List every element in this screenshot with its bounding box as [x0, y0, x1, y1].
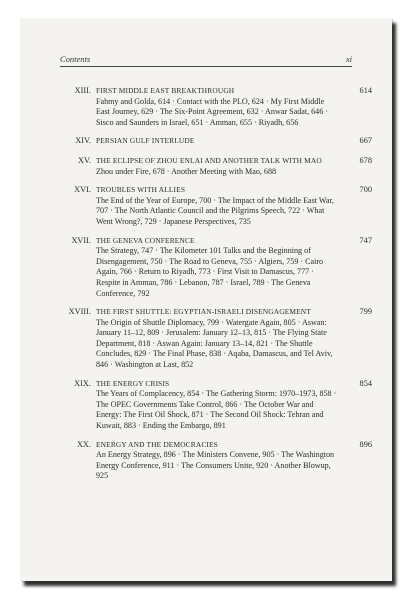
chapter-sections: The Origin of Shuttle Diplomacy, 799 · Watergate Again, 805 · Aswan: January 11–12, 809 · Jerusalem: January 12–13, 815 · The Flying State Department, 818 · Aswan Again: January 13–14, 821 · The Shuttle Concludes, 829 · The Final Phase, 838 · Aqaba, Damascus, and Tel Aviv, 846 · Washington at Last, 852 [96, 317, 333, 370]
chapter-entry [60, 307, 372, 371]
chapter-number: XIX. [74, 378, 91, 388]
chapter-page: 854 [359, 378, 372, 388]
chapter-page: 667 [359, 136, 372, 146]
chapter-page: 614 [359, 86, 372, 95]
chapter-entry [60, 185, 372, 227]
chapter-sections: The Strategy, 747 · The Kilometer 101 Talks and the Beginning of Disengagement, 750 · The Road to Geneva, 755 · Algiers, 759 · Cairo Again, 766 · Return to Riyadh, 773 · First Visit to Damascus, 777 · Respite in Amman, 786 · Lebanon, 787 · Israel, 789 · The Geneva Conference, 792 [96, 246, 324, 298]
chapter-sections: Fahmy and Golda, 614 · Contact with the PLO, 624 · My First Middle East Journey, 629 · The Six-Point Agreement, 632 · Anwar Sadat, 646 · Sisco and Saunders in Israel, 651 · Amman, 655 · Riyadh, 656 [96, 96, 328, 127]
chapter-entry [60, 236, 372, 300]
chapter-entry [60, 379, 372, 432]
chapter-page: 678 [359, 155, 372, 165]
chapter-title: THE GENEVA CONFERENCE [96, 235, 195, 245]
chapter-entry [60, 440, 372, 482]
chapter-title: ENERGY AND THE DEMOCRACIES [96, 439, 218, 449]
chapter-entry [60, 136, 372, 147]
chapter-number: XVI. [74, 185, 91, 195]
chapter-sections: Zhou under Fire, 678 · Another Meeting with Mao, 688 [96, 166, 277, 176]
book-page [20, 18, 392, 581]
chapter-page: 700 [359, 185, 372, 195]
chapter-title: THE ENERGY CRISIS [96, 378, 170, 388]
chapter-title: TROUBLES WITH ALLIES [96, 185, 186, 195]
chapter-number: XIII. [74, 86, 91, 95]
chapter-page: 896 [359, 439, 372, 449]
chapter-number: XVII. [71, 235, 91, 245]
chapter-title: PERSIAN GULF INTERLUDE [96, 136, 195, 146]
chapter-entry [60, 156, 372, 177]
chapter-page: 799 [359, 307, 372, 317]
chapter-number: XVIII. [68, 307, 91, 317]
running-header-title: Contents [60, 54, 91, 64]
contents-list [60, 86, 372, 490]
page-number-roman: xi [345, 54, 352, 64]
chapter-sections: The Years of Complacency, 854 · The Gathering Storm: 1970–1973, 858 · The OPEC Governments Take Control, 866 · The October War and Energy: The First Oil Shock, 871 · The Second Oil Shock: Tehran and Kuwait, 883 · Ending the Embargo, 891 [96, 389, 337, 431]
chapter-number: XV. [78, 155, 91, 165]
chapter-sections: The End of the Year of Europe, 700 · The Impact of the Middle East War, 707 · The North Atlantic Council and the Pilgrims Speech, 722 · What Went Wrong?, 729 · Japanese Perspectives, 735 [96, 195, 334, 226]
chapter-page: 747 [359, 235, 372, 245]
chapter-number: XIV. [75, 136, 91, 146]
chapter-title: THE ECLIPSE OF ZHOU ENLAI AND ANOTHER TALK WITH MAO [96, 155, 322, 165]
header-rule [60, 66, 352, 67]
chapter-title: THE FIRST SHUTTLE: EGYPTIAN-ISRAELI DISENGAGEMENT [96, 307, 311, 317]
chapter-number: XX. [76, 439, 91, 449]
chapter-title: FIRST MIDDLE EAST BREAKTHROUGH [96, 86, 235, 95]
chapter-entry [60, 86, 372, 128]
chapter-sections: An Energy Strategy, 896 · The Ministers Convene, 905 · The Washington Energy Conference, 911 · The Consumers Unite, 920 · Another Blowup, 925 [96, 450, 335, 481]
